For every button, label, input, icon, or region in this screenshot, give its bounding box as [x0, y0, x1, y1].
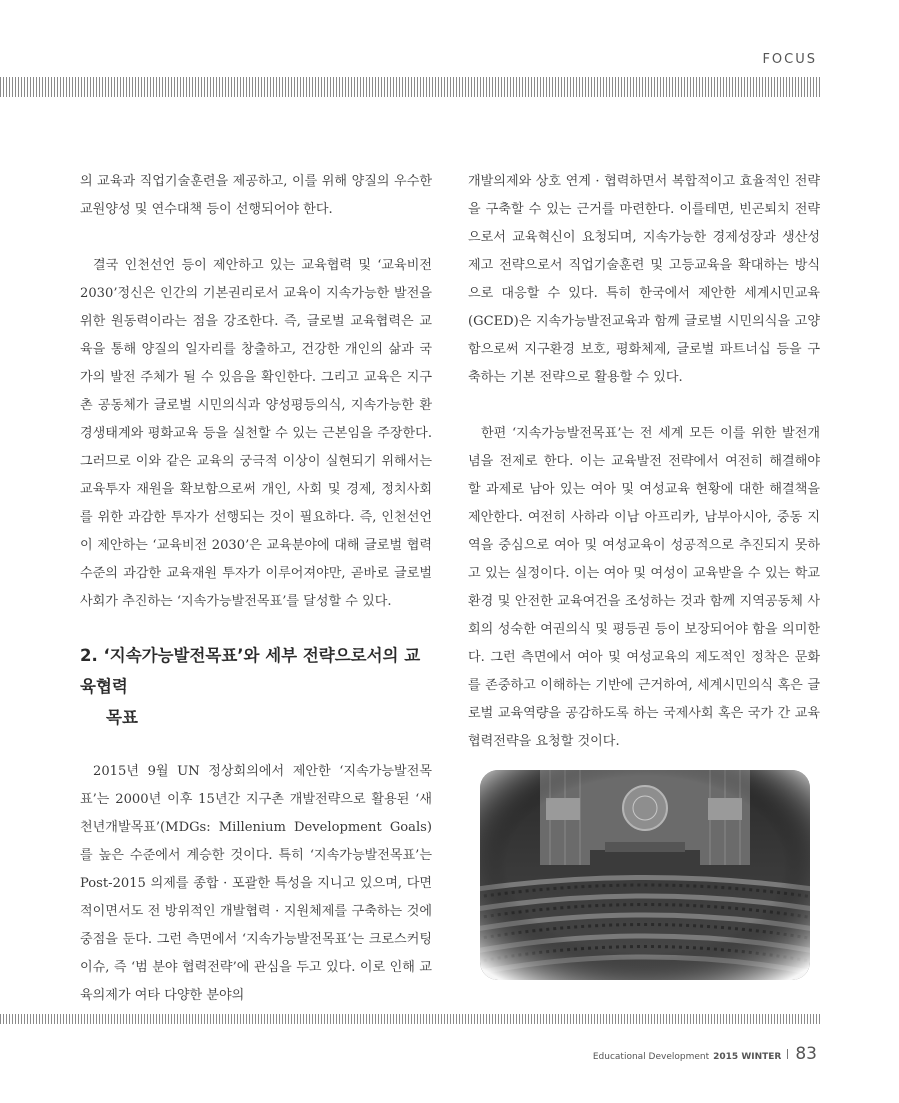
section-label: FOCUS [762, 52, 817, 67]
page-number: 83 [795, 1044, 817, 1064]
section-heading [80, 640, 432, 733]
paragraph: 결국 인천선언 등이 제안하고 있는 교육협력 및 ‘교육비전 2030’정신은 인간의 기본권리로서 교육이 지속가능한 발전을 위한 원동력이라는 점을 강조한다. 즉, 글로벌 교육협력은 교육을 통해 양질의 일자리를 창출하고, 건강한 개인의 삶과 국가의 발전 주체가 될 수 있음을 확인한다. 그리고 교육은 지구촌 공동체가 글로벌 시민의식과 양성평등의식, 지속가능한 환경생태계와 평화교육 등을 실천할 수 있는 근본임을 주장한다. 그러므로 이와 같은 교육의 궁극적 이상이 실현되기 위해서는 교육투자 재원을 확보함으로써 개인, 사회 및 경제, 정치사회를 위한 과감한 투자가 선행되는 것이 필요하다. 즉, 인천선언이 제안하는 ‘교육비전 2030’은 교육분야에 대해 글로벌 협력 수준의 과감한 교육재원 투자가 이루어져야만, 곧바로 글로벌 사회가 추진하는 ‘지속가능발전목표’를 달성할 수 있다. [80, 258, 432, 609]
header-rule [0, 77, 822, 97]
page-footer [593, 1044, 817, 1064]
left-column [80, 168, 432, 1010]
assembly-hall-image [480, 770, 810, 980]
heading-line-1: 2. ‘지속가능발전목표’와 세부 전략으로서의 교육협력 [80, 646, 421, 696]
footer-rule [0, 1014, 822, 1024]
right-column [468, 168, 820, 756]
magazine-name: Educational Development [592, 1052, 710, 1062]
footer-divider [787, 1049, 788, 1059]
paragraph: 2015년 9월 UN 정상회의에서 제안한 ‘지속가능발전목표’는 2000년 이후 15년간 지구촌 개발전략으로 활용된 ‘새천년개발목표’(MDGs: Millenium Development Goals)를 높은 수준에서 계승한 것이다. 특히 ‘지속가능발전목표’는 Post-2015 의제를 종합 · 포괄한 특성을 지니고 있으며, 다면적이면서도 전 방위적인 개발협력 · 지원체제를 구축하는 것에 중점을 둔다. 그런 측면에서 ‘지속가능발전목표’는 크로스커팅 이슈, 즉 ‘범 분야 협력전략’에 관심을 두고 있다. 이로 인해 교육의제가 여타 다양한 분야의 [80, 764, 432, 1003]
heading-line-2: 목표 [106, 708, 138, 727]
paragraph: 개발의제와 상호 연계 · 협력하면서 복합적이고 효율적인 전략을 구축할 수 있는 근거를 마련한다. 이를테면, 빈곤퇴치 전략으로서 교육혁신이 요청되며, 지속가능한 경제성장과 생산성 제고 전략으로서 직업기술훈련 및 고등교육을 확대하는 방식으로 대응할 수 있다. 특히 한국에서 제안한 세계시민교육(GCED)은 지속가능발전교육과 함께 글로벌 시민의식을 고양함으로써 지구환경 보호, 평화체제, 글로벌 파트너십 등을 구축하는 기본 전략으로 활용할 수 있다. [468, 174, 820, 385]
un-assembly-photo [480, 770, 810, 980]
issue-label: 2015 WINTER [713, 1052, 782, 1062]
paragraph: 한편 ‘지속가능발전목표’는 전 세계 모든 이를 위한 발전개념을 전제로 한다. 이는 교육발전 전략에서 여전히 해결해야 할 과제로 남아 있는 여아 및 여성교육 현황에 대한 해결책을 제안한다. 여전히 사하라 이남 아프리카, 남부아시아, 중동 지역을 중심으로 여아 및 여성교육이 성공적으로 추진되지 못하고 있는 실정이다. 이는 여아 및 여성이 교육받을 수 있는 학교환경 및 안전한 교육여건을 조성하는 것과 함께 지역공동체 사회의 성숙한 여권의식 및 평등권 등이 보장되어야 함을 의미한다. 그런 측면에서 여아 및 여성교육의 제도적인 정착은 문화를 존중하고 이해하는 기반에 근거하여, 세계시민의식 혹은 글로벌 교육역량을 공감하도록 하는 국제사회 혹은 국가 간 교육협력전략을 요청할 것이다. [468, 426, 820, 749]
paragraph: 의 교육과 직업기술훈련을 제공하고, 이를 위해 양질의 우수한 교원양성 및 연수대책 등이 선행되어야 한다. [80, 174, 432, 217]
